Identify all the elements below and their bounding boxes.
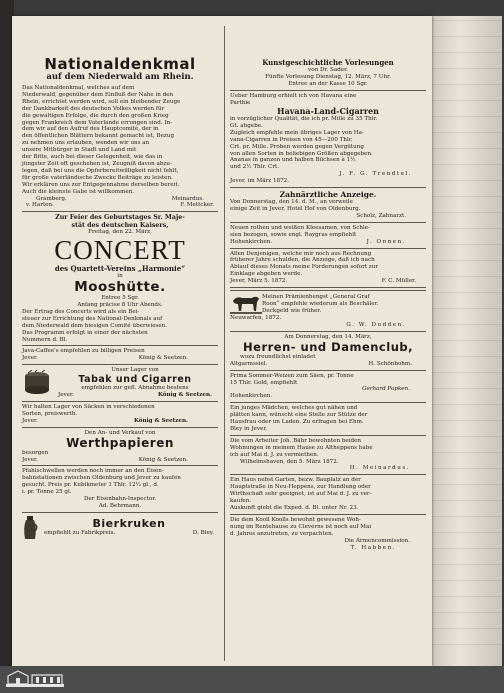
havana-date: Jever, im März 1872. [230,178,289,185]
concert-body [22,309,218,344]
hengst-place: Neuwarfen, 1872. [230,315,282,322]
text-line: von allen Sorten in beliebigen Größen abgegeben. [230,150,373,157]
kosten-body [230,517,426,538]
tabak-pre: Unser Lager von [111,367,159,374]
text-line: früherer Jahre schulden, die Anzeige, daß ich nach [230,257,375,264]
tobacco-barrel-icon [22,370,52,396]
text-line: Wir erklären uns zur Entgegennahme derselben bereit. [22,181,180,188]
concert-in: in [117,273,123,280]
edge-slice [432,436,502,437]
weizen-body [230,373,426,387]
firm: König & Seetzen. [157,392,212,399]
hengst-ad [230,293,426,315]
tabak-sign [52,392,218,399]
haus-body [230,477,426,512]
firm: König & Seetzen. [133,417,188,424]
text-line: d. Jahres anzutreten, zu verpachten. [230,530,334,537]
firm: F. C. Müller. [381,278,416,285]
library-building-logo [6,670,64,688]
newspaper-page [12,16,432,666]
divider [22,465,218,466]
edge-slice [432,244,502,245]
text-line: Von Donnerstag, den 14. d. M., an verweile [230,199,353,206]
text-line: Crt. pr. Mille. Proben werden gegen Vergütung [230,143,364,150]
club-title: Herren- und Damenclub, [243,339,413,354]
text-line: Neuen rothen und weißen Kleesamen, von Schle- [230,224,370,231]
edge-slice [432,612,502,613]
hengst-firm: G. W. Dudden. [346,321,406,328]
tabak-ad [22,367,218,399]
schwellen-body [22,468,218,496]
hamburg-2: Parthie [230,99,251,106]
bier-title: Bierkruken [92,517,166,531]
horse-icon [230,293,262,315]
tabak-line: empfehlen zur gefl. Abnahme bestens [81,385,189,392]
tabak-title: Tabak und Cigarren [78,374,192,386]
divider [230,474,426,475]
zahn-sign: Scholz, Zahnarzt. [356,212,406,219]
schwellen-sign-2: Ad. Behrmann. [98,502,142,509]
page-edges [432,16,502,666]
wohn-date: Wilhelmshaven, den 5. März 1872. [240,458,339,465]
text-line: 15 Thlr. Gold, empfiehlt [230,379,298,386]
text-line: Ablauf dieses Monats meine Forderungen sofort zur [230,264,378,271]
text-line: gesucht. Preis pr. Kubikmeter 1 Thlr. 12½ gl., d. [22,482,159,489]
wohn-firm: H. Meinardus. [349,465,410,472]
bier-sign [40,530,218,537]
text-line: Auskunft giebt die Exped. d. Bl. unter Nr. 23. [230,505,359,511]
edge-slice [432,36,502,37]
national-subtitle: auf dem Niederwald am Rhein. [46,72,194,82]
edge-slice [432,68,502,69]
edge-slice [432,324,502,325]
wert-pre: Den An- und Verkauf von [84,429,156,436]
edge-slice [432,212,502,213]
divider [22,345,218,346]
text-line: Pfahlschwellen werden noch immer an den Eisen- [22,468,164,475]
text-line: Die vom Arbeiter Joh. Bähr bewohnten beiden [230,437,362,444]
text-line: Einklage abgeben werde. [230,271,303,278]
firm: H. Schönbohm. [368,360,412,367]
text-line: Meinen Prämienhengst „General Graf [262,293,370,300]
edge-slice [432,356,502,357]
text-line: unsere Mitbürger in Stadt und Land mit [22,147,137,154]
saecke-sign [22,418,218,425]
edge-slice [432,260,502,261]
viewer-footer [0,666,504,693]
firm: J. Onnen. [366,238,406,245]
wert-title: Werthpapieren [66,435,174,450]
text-line: Roon“ empfehle wiederum als Beschäler. [262,300,379,307]
edge-slice [432,420,502,421]
hengst-body [262,294,426,315]
text-line: und 2½ Thlr. Crt. [230,164,280,171]
mueller-sign [230,278,426,285]
edge-slice [432,228,502,229]
edge-slice [432,452,502,453]
edge-slice [432,116,502,117]
saecke-line-1: Wir halten Lager von Säcken in verschiedenen [22,404,155,410]
feier-line-2: stät des deutschen Kaisers, [71,221,169,229]
text-line: legen, daß bei uns die Opferbereitwilligkeit nicht fehlt, [22,167,179,174]
edge-slice [432,644,502,645]
concert-entry: Entree 5 Sgr. [101,295,139,302]
text-line: für große vaterländische Zwecke Beiträge zu leisten. [22,174,173,181]
edge-slice [432,500,502,501]
firm: König & Seetzen. [138,355,188,362]
right-column [230,26,426,551]
kunst-date: Fünfte Vorlesung Dienstag, 12. März, 7 Uhr. [265,73,391,80]
text-line: Ananas in ganzen und halben Büchsen à 1½ [230,157,356,164]
text-line: Bley in Jever. [230,425,268,432]
weizen-place: Hohenkirchen. [230,393,273,400]
national-body [22,85,218,196]
text-line: Hauptstraße in Neu-Heppens, zur Handlung oder [230,484,371,491]
signer: Meinardus. [171,195,204,202]
edge-slice [432,308,502,309]
text-line: Ein Haus nebst Garten, bezw. Bauplatz an der [230,477,361,484]
edge-slice [432,468,502,469]
edge-slice [432,388,502,389]
text-line: Gt. abgebe. [230,122,263,129]
edge-slice [432,484,502,485]
divider [22,512,218,513]
edge-slice [432,516,502,517]
java-sign [22,355,218,362]
kunst-entry: Entree an der Kasse 10 Sgr. [288,80,368,87]
hamburg-1: Ueber Hamburg erhielt ich von Havana eine [230,92,357,99]
text-line: steuer zur Errichtung des National-Denkmals auf [22,315,163,322]
mueller-body [230,251,426,279]
edge-slice [432,404,502,405]
edge-slice [432,148,502,149]
divider [230,187,426,188]
text-line: gegen Frankreich dem Vaterlande errungen sind. In- [22,119,173,126]
left-column [22,26,218,541]
edge-slice [432,196,502,197]
text-line: Der Ertrag des Concerts wird als ein Bei- [22,308,140,315]
edge-slice [432,532,502,533]
divider [22,364,218,365]
text-line: Niederwald, gegenüber dem Einfluß der Nahe in den [22,91,174,98]
text-line: der Dankbarkeit des deutschen Volkes werden für [22,105,165,112]
zahn-title: Zahnärztliche Anzeige. [279,190,377,200]
edge-slice [432,548,502,549]
text-line: ich auf Mai d. J. zu vermiethen. [230,451,319,458]
divider [230,435,426,436]
text-line: Wohnungen in meinem Hause zu Altheppens habe [230,444,373,451]
kunst-title: Kunstgeschichtliche Vorlesungen [262,58,394,67]
edge-slice [432,180,502,181]
edge-slice [432,100,502,101]
edge-slice [432,596,502,597]
text-line: Nummern d. Bl. [22,336,68,343]
bier-line: empfiehlt zu Fabrikpreis. [44,530,116,537]
national-signers-1 [22,196,218,203]
text-line: einige Zeit in Jever, Hotel Hof von Oldenburg. [230,206,361,212]
edge-slice [432,580,502,581]
text-line: den öffentlichen Blättern bekannt gemacht ist, Bezug [22,133,175,140]
edge-slice [432,276,502,277]
edge-slice [432,20,502,21]
klee-sign [230,239,426,246]
feier-date: Freitag, den 22. März, [88,229,152,236]
text-line: Wirthschaft sehr geeignet, ist auf Mai d. J. zu ver- [230,491,372,498]
zahn-body [230,199,426,213]
text-line: die gewaltigen Erfolge, die durch den großen Krieg [22,112,169,119]
text-line: Hausfrau oder im Laden. Zu erfragen bei Ehm. [230,419,364,426]
maedchen-body [230,405,426,433]
text-line: dem wir auf den Aufruf des Hauptcomité, der in [22,126,159,133]
divider [22,427,218,428]
text-line: Rhein, errichtet werden wird, soll ein bleibender Zeuge [22,98,181,105]
kunst-by: von Dr. Sader. [308,67,348,73]
divider [22,401,218,402]
edge-slice [432,628,502,629]
kosten-sign: Die Armencommission. [344,537,410,544]
wert-sign [22,457,218,464]
edge-slice [432,564,502,565]
divider [230,248,426,249]
text-line: bahnstationen zwischen Oldenburg und Jever zu kaufen [22,475,181,482]
beer-jug-icon [22,515,40,541]
text-line: jüngster Zeit oft geschehen ist, Zeugniß davon abzu- [22,160,172,167]
text-line: in vorzüglicher Qualität, die ich pr. Mille zu 35 Thlr. [230,116,378,123]
place: Jever. [22,417,38,424]
divider [230,331,426,332]
edge-slice [432,340,502,341]
firm: König & Seetzen. [138,456,188,463]
edge-slice [432,84,502,85]
text-line: Das Programm erfolgt in einer der nächsten [22,329,148,336]
edge-slice [432,52,502,53]
signer: F. Mettcker. [180,202,214,209]
column-rule [224,26,225,661]
edge-slice [432,292,502,293]
text-line: vana-Cigarren in Preisen von 45—200 Thlr. [230,136,353,143]
bier-ad [22,515,218,541]
place: Hohenkirchen. [230,238,273,245]
text-line: Prima Sommer-Weizen zum Säen, pr. Tonne [230,372,354,379]
text-line: Auch die kleinste Gabe ist willkommen. [22,188,135,195]
divider [22,211,218,212]
text-line: nung im Rentehause zu Cleverns ist noch auf Mai [230,523,372,530]
text-line: kaufen. [230,498,252,505]
concert-title: CONCERT [54,235,186,266]
edge-slice [432,164,502,165]
text-line: Deckgeld wie früher. [262,307,322,314]
text-line: Ein junges Mädchen, welches gut nähen und [230,405,358,412]
national-title: Nationaldenkmal [44,55,196,73]
club-line: wozu freundlichst einladet [240,353,316,360]
divider [230,370,426,371]
divider [230,514,426,515]
wert-post: besorgen [22,449,49,456]
text-line: Allen Denjenigen, welche mir noch aus Rechnung [230,250,372,257]
national-signers-2 [22,202,218,209]
place: Jever. [58,392,74,399]
place: Altgarmssiel. [230,360,268,367]
havana-firm: J. F. G. Trendtel. [339,171,412,178]
divider [230,222,426,223]
text-line: Das Nationaldenkmal, welches auf dem [22,85,135,91]
havana-body [230,116,426,171]
concert-time: Anfang präcise 8 Uhr Abends. [77,302,163,309]
text-line: Die dem Kooll Koolls bewohnt gewesene Woh- [230,516,361,523]
text-line: der Bitte, auch bei dieser Gelegenheit, wie das in [22,154,163,161]
edge-slice [432,132,502,133]
text-line: dem Niederwald dem hiesigen Comité überwiesen. [22,322,168,329]
club-sign [230,361,426,368]
feier-line-1: Zur Feier des Geburtstages Sr. Maje- [55,214,185,222]
weizen-firm: Gerhard Popken. [362,386,410,393]
havana-title: Havana-Land-Cigarren [277,105,379,116]
signer: Gramberg. [36,195,67,202]
schwellen-sign-1: Der Eisenbahn-Inspector. [83,496,157,503]
divider [230,90,426,91]
date: Jever, März 5. 1872. [230,278,288,285]
text-line: sien bezogen, sowie engl. Raygras empfiehlt [230,231,357,238]
text-line: Zugleich empfehle mein übriges Lager von Ha- [230,129,364,136]
divider [230,287,426,291]
signer: v. Harten. [26,202,54,209]
wohn-body [230,438,426,459]
divider [230,402,426,403]
java-line: Java-Caffee's empfehlen zu billigen Preisen [22,348,145,355]
text-line: zu nehmen uns erlauben, wenden wir uns an [22,140,150,147]
firm: D. Bley. [192,530,214,537]
klee-body [230,225,426,239]
saecke-line-2: Sorten, preiswerth. [22,410,78,417]
place: Jever. [22,456,38,463]
edge-slice [432,372,502,373]
place: Jever. [22,355,38,362]
concert-by: des Quartett-Vereins „Harmonie“ [54,264,186,274]
concert-place: Mooshütte. [74,279,166,296]
text-line: i. pr. Tonne 25 gl. [22,489,72,496]
text-line: plätten kann, wünscht eine Stelle zur Stütze der [230,412,368,419]
club-date: Am Donnerstag, den 14. März, [284,333,372,340]
kosten-firm: T. Habben. [350,544,396,551]
